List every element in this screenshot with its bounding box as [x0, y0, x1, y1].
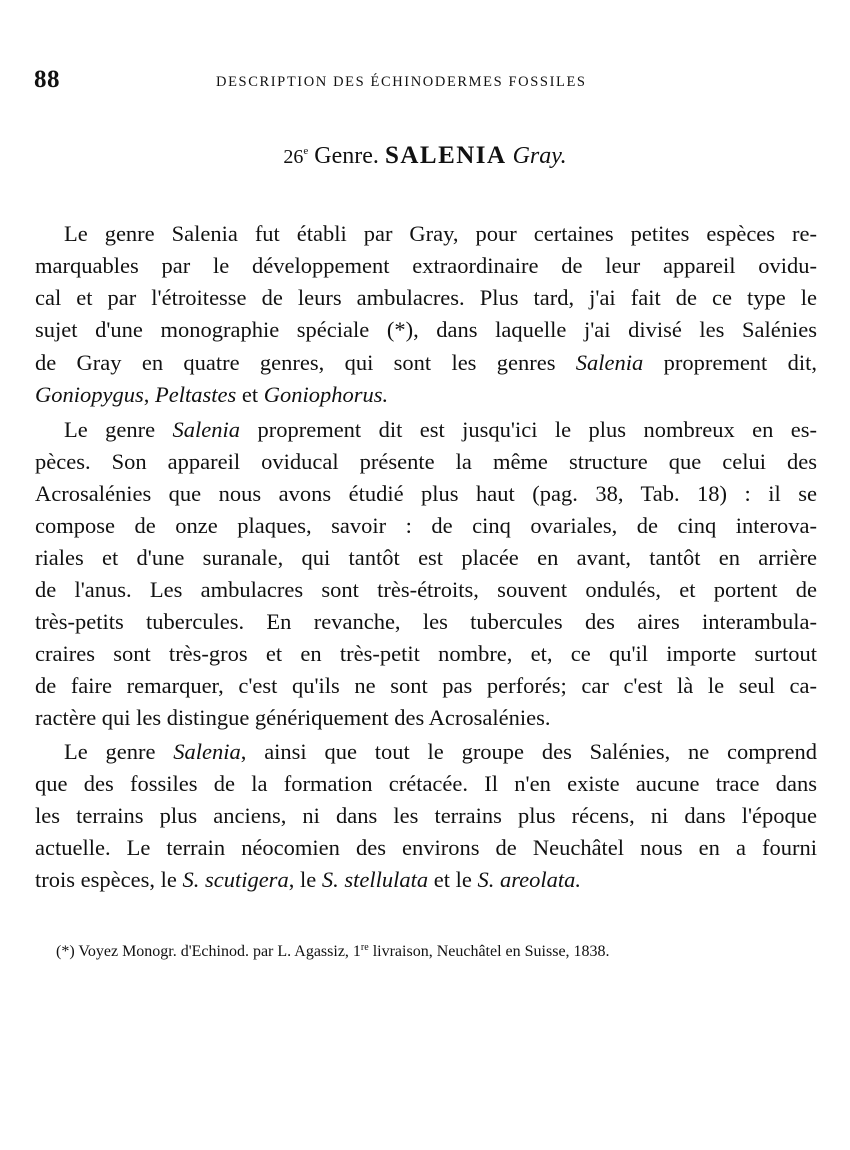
text-line: les terrains plus anciens, ni dans les terrains plus récens, ni dans l'époque [35, 803, 817, 828]
text-line: craires sont très-gros et en très-petit nombre, et, ce qu'il importe surtout [35, 641, 817, 666]
text-line: que des fossiles de la formation crétacée. Il n'en existe aucune trace dans [35, 771, 817, 796]
text-line: compose de onze plaques, savoir : de cinq ovariales, de cinq interova- [35, 513, 817, 538]
footnote [56, 942, 756, 961]
text-span: , ainsi que tout le groupe des Salénies, ne comprend [240, 739, 817, 764]
text-line: de l'anus. Les ambulacres sont très-étroits, souvent ondulés, et portent de [35, 577, 817, 602]
text-line [64, 415, 817, 445]
footnote-superscript: re [360, 942, 369, 953]
genus-heading [0, 142, 850, 170]
text-line [64, 737, 817, 767]
footnote-text: livraison, Neuchâtel en Suisse, 1838. [368, 943, 610, 960]
text-span: de Gray en quatre genres, qui sont les genres [35, 350, 556, 375]
text-line: de faire remarquer, c'est qu'ils ne sont pas perforés; car c'est là le seul ca- [35, 673, 817, 698]
species-italic: S. scutigera [182, 867, 289, 892]
text-line: marquables par le développement extraordinaire de leur appareil ovidu- [35, 253, 817, 278]
text-span: proprement dit est jusqu'ici le plus nombreux en es- [257, 417, 817, 442]
genus-italic: Peltastes [155, 382, 237, 407]
genus-italic: Salenia [172, 417, 241, 442]
text-span: trois espèces, le [35, 867, 177, 892]
text-line: Acrosalénies que nous avons étudié plus haut (pag. 38, Tab. 18) : il se [35, 481, 817, 506]
genus-italic: Goniopygus [35, 382, 144, 407]
genus-ordinal: 26 [283, 146, 304, 168]
species-italic: S. areolata. [477, 867, 581, 892]
text-span: , [143, 382, 150, 407]
running-head: DESCRIPTION DES ÉCHINODERMES FOSSILES [216, 74, 587, 90]
text-span: Le genre [64, 417, 156, 442]
genus-italic: Salenia [575, 350, 644, 375]
text-line: cal et par l'étroitesse de leurs ambulacres. Plus tard, j'ai fait de ce type le [35, 285, 817, 310]
text-line: actuelle. Le terrain néocomien des environs de Neuchâtel nous en a fourni [35, 835, 817, 860]
text-span: et le [433, 867, 472, 892]
text-span: et [241, 382, 259, 407]
text-line: ractère qui les distingue génériquement des Acrosalénies. [35, 705, 551, 730]
genus-ordinal-suffix: e [303, 145, 309, 157]
page-number: 88 [34, 66, 60, 93]
text-line [35, 380, 817, 410]
text-line: très-petits tubercules. En revanche, les tubercules des aires interambula- [35, 609, 817, 634]
genus-italic: Salenia [173, 739, 241, 764]
text-line: sujet d'une monographie spéciale (*), dans laquelle j'ai divisé les Salénies [35, 317, 817, 342]
text-span: Le genre [64, 739, 156, 764]
text-line [35, 865, 817, 895]
species-italic: S. stellulata [321, 867, 429, 892]
genus-italic: Goniophorus. [263, 382, 389, 407]
text-line [35, 348, 817, 378]
genre-word: Genre. [314, 143, 379, 169]
footnote-text: (*) Voyez Monogr. d'Echinod. par L. Agassiz, 1 [56, 943, 361, 960]
genus-name: SALENIA [384, 142, 507, 169]
text-span: , le [288, 867, 317, 892]
text-line: pèces. Son appareil oviducal présente la même structure que celui des [35, 449, 817, 474]
genus-author: Gray. [512, 143, 567, 169]
text-line: riales et d'une suranale, qui tantôt est placée en avant, tantôt en arrière [35, 545, 817, 570]
text-line: Le genre Salenia fut établi par Gray, pour certaines petites espèces re- [64, 221, 817, 246]
text-span: proprement dit, [663, 350, 817, 375]
